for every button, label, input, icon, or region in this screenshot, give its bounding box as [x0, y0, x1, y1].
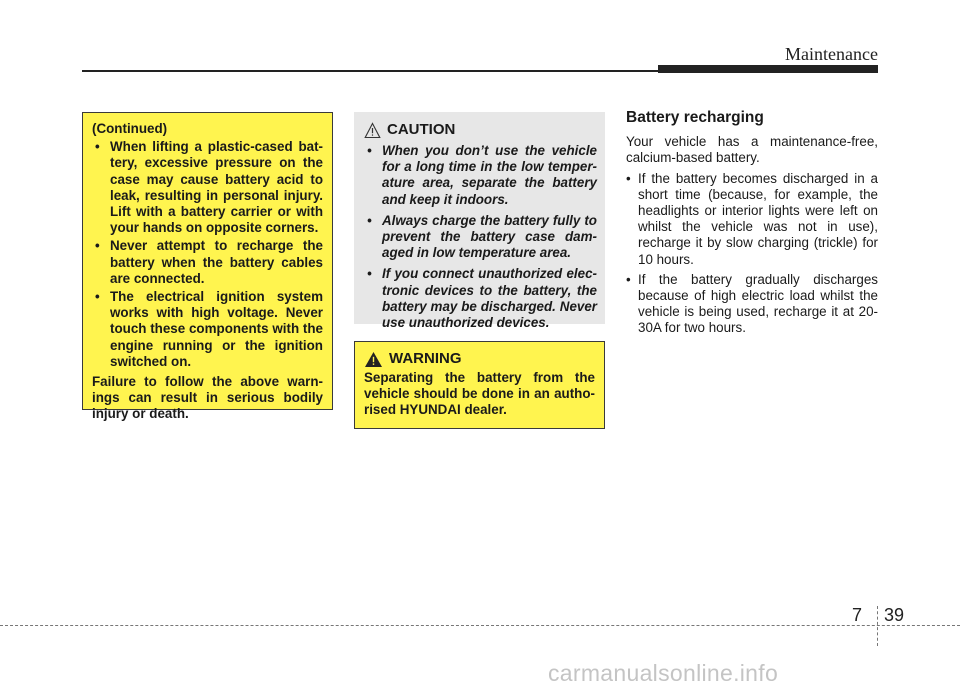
- page-number-divider: [877, 606, 878, 646]
- warning-title: WARNING: [389, 350, 462, 368]
- caution-box: [354, 112, 605, 331]
- list-item: • Never attempt to recharge the battery when the battery cables are connected.: [92, 238, 323, 287]
- warning-triangle-icon: [364, 351, 383, 368]
- continued-warning-box: [82, 112, 333, 422]
- list-item: • When lifting a plastic-cased bat-tery, excessive pressure on the case may cause battery acid to leak, resulting in personal injury. Lift with a battery carrier or with your hands on opposite corners.: [92, 139, 323, 236]
- list-item: • When you don’t use the vehicle for a long time in the low temper-ature area, separate the battery and keep it indoors.: [364, 143, 597, 208]
- caution-list: [364, 143, 597, 331]
- list-item: • If the battery becomes discharged in a short time (because, for example, the headlights or interior lights were left on whilst the vehicle was not in use), recharge it by slow charging (trickle) for 10 hours.: [626, 171, 878, 268]
- list-item: • If you connect unauthorized elec-tronic devices to the battery, the battery may be discharged. Never use unauthorized devices.: [364, 266, 597, 331]
- battery-recharging-section: [626, 110, 878, 341]
- section-title: Maintenance: [785, 44, 878, 64]
- warning-text: Separating the battery from the vehicle should be done in an autho-rised HYUNDAI dealer.: [364, 370, 595, 418]
- header-rule: [82, 70, 662, 72]
- warning-header: [364, 351, 595, 368]
- list-item: • If the battery gradually discharges because of high electric load whilst the vehicle is being used, recharge it at 20-30A for two hours.: [626, 272, 878, 337]
- header-rule-bold: [658, 65, 878, 73]
- warning-list: [92, 139, 323, 370]
- caution-triangle-icon: [364, 122, 381, 139]
- intro-paragraph: Your vehicle has a maintenance-free, calcium-based battery.: [626, 134, 878, 166]
- list-item: • Always charge the battery fully to prevent the battery case dam-aged in low temperature area.: [364, 213, 597, 262]
- footer-divider: [0, 625, 960, 626]
- warning-footer-text: Failure to follow the above warn-ings can result in serious bodily injury or death.: [92, 374, 323, 422]
- warning-box: [354, 341, 605, 429]
- list-item: • The electrical ignition system works with high voltage. Never touch these components with the engine running or the ignition switched on.: [92, 289, 323, 370]
- chapter-number: 7: [852, 605, 863, 625]
- caution-title: CAUTION: [387, 121, 456, 139]
- continued-label: (Continued): [92, 121, 168, 136]
- section-heading: Battery recharging: [626, 109, 764, 126]
- watermark: carmanualsonline.info: [548, 660, 779, 686]
- caution-header: [364, 122, 597, 139]
- page-number: 39: [884, 605, 905, 625]
- recharging-list: [626, 171, 878, 337]
